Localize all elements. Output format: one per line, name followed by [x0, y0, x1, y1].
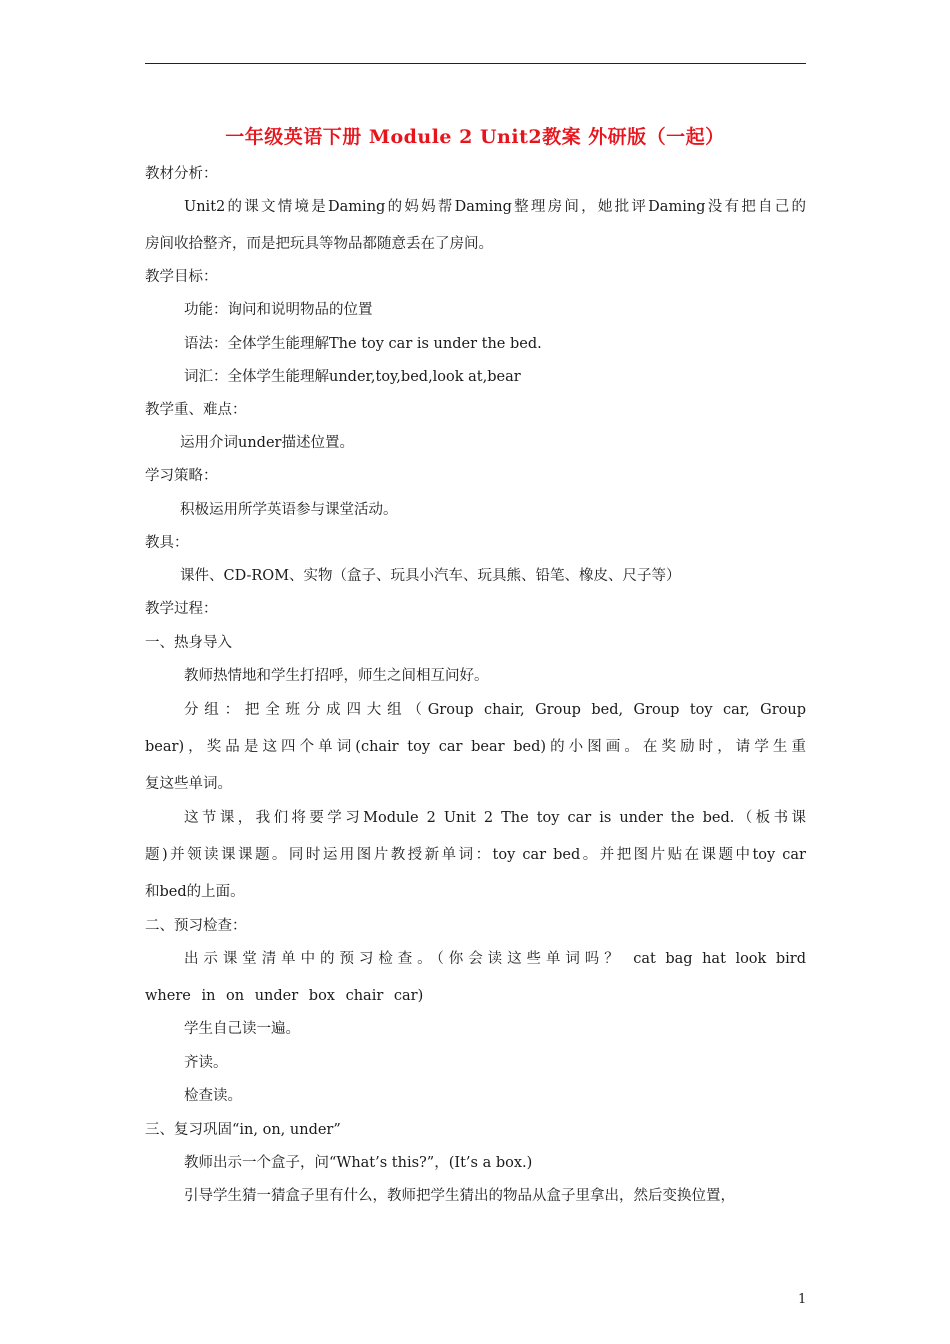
- paragraph-line: 和bed的上面。: [145, 884, 245, 900]
- paragraph-line: 这节课，我们将要学习Module 2 Unit 2 The toy car is under the bed.（板书课: [184, 810, 806, 826]
- paragraph-line: 分组：把全班分成四大组（Group chair, Group bed, Group toy car, Group: [184, 702, 806, 718]
- paragraph-line: 题)并领读课课题。同时运用图片教授新单词：toy car bed。并把图片贴在课题中toy car: [145, 847, 806, 863]
- paragraph-line: 学生自己读一遍。: [184, 1021, 300, 1037]
- heading-key-points: 教学重、难点：: [145, 402, 247, 418]
- heading-materials: 教材分析：: [145, 166, 218, 182]
- paragraph-line: 复这些单词。: [145, 776, 232, 792]
- heading-aids: 教具：: [145, 535, 189, 551]
- key-points-text: 运用介词under描述位置。: [180, 435, 354, 451]
- objective-function: 功能：询问和说明物品的位置: [184, 302, 373, 318]
- section-preview-check: 二、预习检查：: [145, 918, 247, 934]
- paragraph-line: 检查读。: [184, 1088, 242, 1104]
- objective-vocabulary: 词汇：全体学生能理解under,toy,bed,look at,bear: [184, 369, 521, 385]
- section-warmup: 一、热身导入: [145, 635, 232, 651]
- paragraph-line: bear)，奖品是这四个单词(chair toy car bear bed)的小图画。在奖励时，请学生重: [145, 739, 806, 755]
- paragraph-line: where in on under box chair car): [145, 988, 424, 1004]
- page-number: 1: [798, 1292, 807, 1307]
- heading-process: 教学过程：: [145, 601, 218, 617]
- section-review: 三、复习巩固“in, on, under”: [145, 1122, 341, 1138]
- paragraph-line: 房间收拾整齐，而是把玩具等物品都随意丢在了房间。: [145, 236, 493, 252]
- strategy-text: 积极运用所学英语参与课堂活动。: [180, 502, 398, 518]
- paragraph-line: 教师出示一个盒子，问“What’s this?”，(It’s a box.): [184, 1155, 533, 1171]
- paragraph-line: 出示课堂清单中的预习检查。（你会读这些单词吗？ cat bag hat look bird: [184, 951, 806, 967]
- paragraph-line: 齐读。: [184, 1055, 228, 1071]
- objective-grammar: 语法：全体学生能理解The toy car is under the bed.: [184, 336, 542, 352]
- paragraph-line: 引导学生猜一猜盒子里有什么，教师把学生猜出的物品从盒子里拿出，然后变换位置，: [184, 1188, 735, 1204]
- heading-objectives: 教学目标：: [145, 269, 218, 285]
- paragraph-line: Unit2的课文情境是Daming的妈妈帮Daming整理房间，她批评Daming没有把自己的: [184, 199, 806, 215]
- aids-text: 课件、CD-ROM、实物（盒子、玩具小汽车、玩具熊、铅笔、橡皮、尺子等）: [180, 568, 681, 584]
- header-rule: [145, 63, 806, 64]
- document-title: 一年级英语下册 Module 2 Unit2教案 外研版（一起）: [225, 126, 725, 148]
- heading-strategy: 学习策略：: [145, 468, 218, 484]
- paragraph-line: 教师热情地和学生打招呼，师生之间相互问好。: [184, 668, 489, 684]
